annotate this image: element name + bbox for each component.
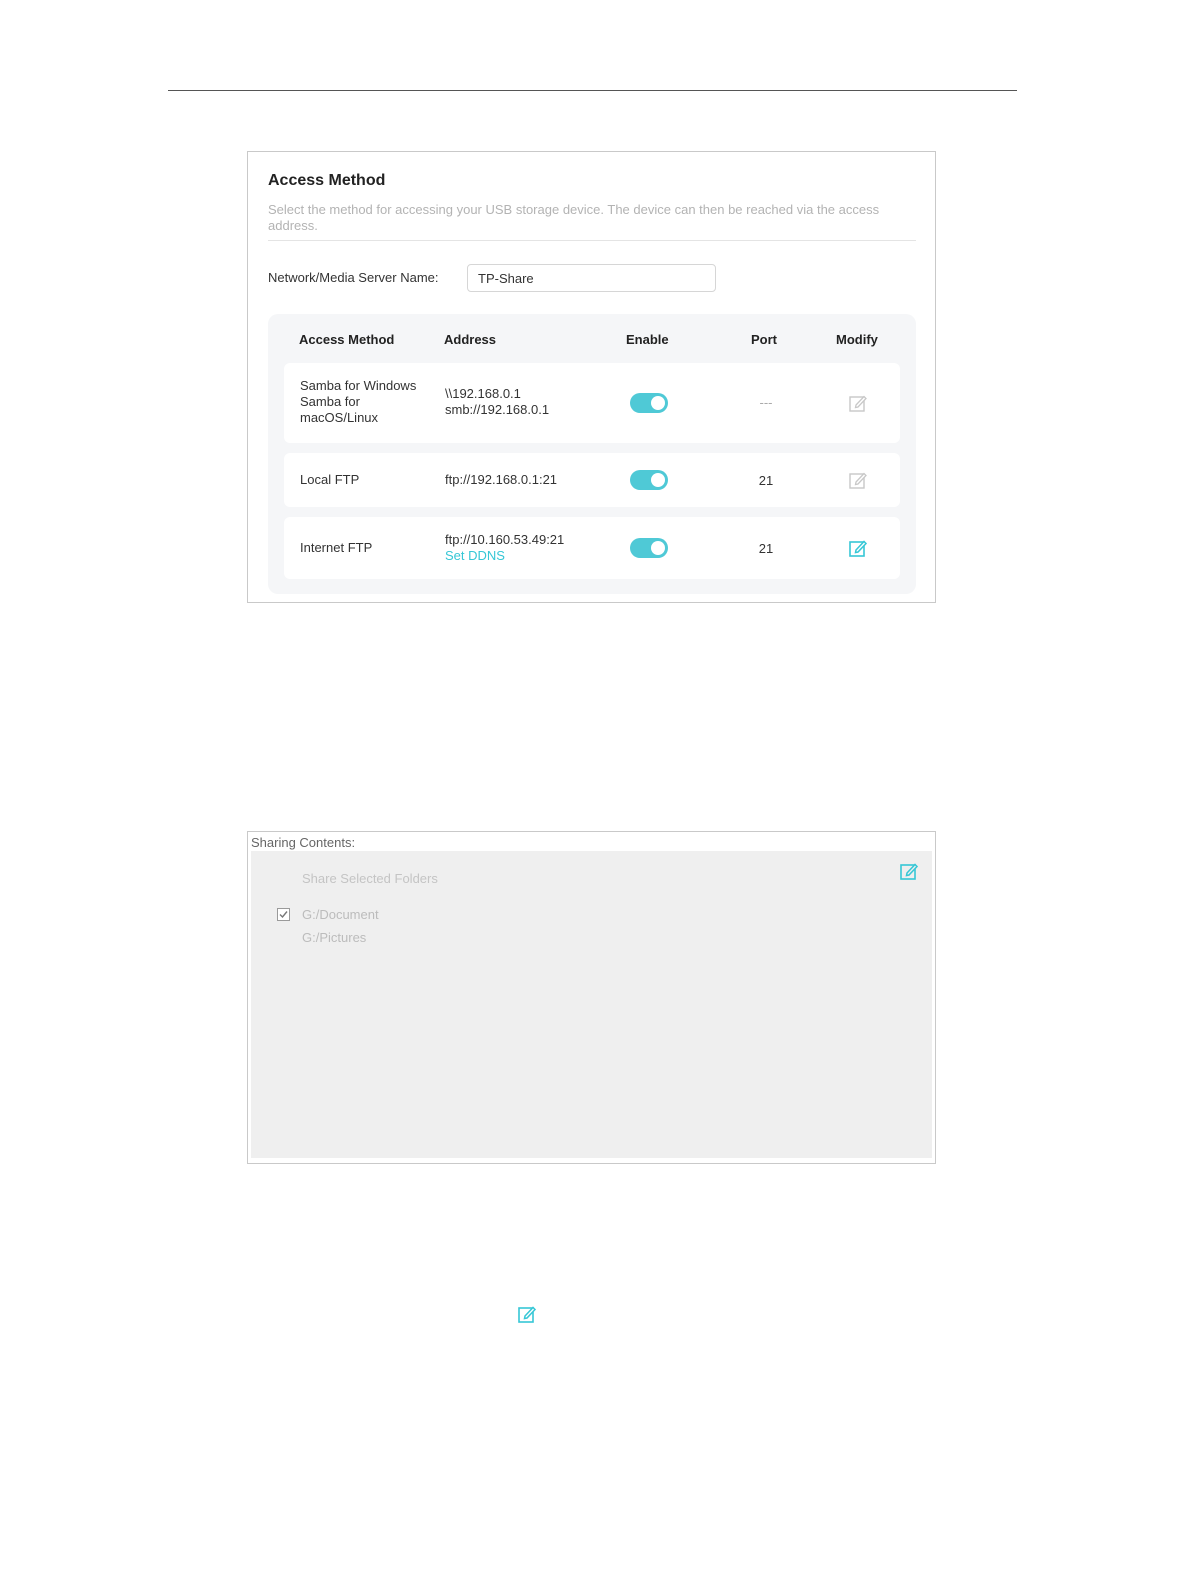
panel-title: Access Method [268,172,386,189]
address-text: smb://192.168.0.1 [445,402,550,417]
sharing-contents-label: Sharing Contents: [251,835,356,850]
address-cell [445,532,564,564]
table-row-internet-ftp [284,517,900,579]
server-name-label: Network/Media Server Name: [268,270,439,285]
column-header-modify: Modify [836,332,878,347]
port-cell: --- [759,395,773,410]
port-cell: 21 [758,473,774,488]
access-method-table [268,314,916,594]
edit-icon[interactable] [848,470,868,490]
share-mode-text: Share Selected Folders [302,871,438,886]
folder-item: G:/Document [302,907,379,922]
toggle-knob [651,541,665,555]
address-text: \\192.168.0.1 [445,386,521,401]
enable-toggle[interactable] [630,393,668,413]
access-method-cell: Local FTP [300,472,360,487]
method-text: Samba for [300,394,360,409]
sharing-contents-panel [247,831,936,1164]
edit-icon [517,1304,537,1324]
set-ddns-link[interactable]: Set DDNS [445,548,505,563]
edit-icon[interactable] [848,538,868,558]
sharing-contents-body [251,851,932,1158]
folders-checkbox[interactable] [277,908,290,921]
edit-icon[interactable] [899,861,919,881]
divider [268,240,916,241]
edit-icon[interactable] [848,393,868,413]
enable-toggle[interactable] [630,470,668,490]
access-method-cell [300,378,416,426]
panel-description: Select the method for accessing your USB storage device. The device can then be reached via the access address. [268,202,880,233]
table-row-samba [284,363,900,443]
column-header-port: Port [751,332,777,347]
column-header-enable: Enable [626,332,669,347]
address-cell: ftp://192.168.0.1:21 [445,472,558,487]
column-header-access-method: Access Method [299,332,395,347]
enable-toggle[interactable] [630,538,668,558]
check-icon [278,909,289,920]
server-name-input[interactable] [467,264,716,292]
page-header-rule [168,90,1017,91]
address-text: ftp://10.160.53.49:21 [445,532,565,547]
method-text: Samba for Windows [300,378,417,393]
access-method-panel [247,151,936,603]
toggle-knob [651,396,665,410]
column-header-address: Address [444,332,497,347]
folder-item: G:/Pictures [302,930,367,945]
toggle-knob [651,473,665,487]
port-cell: 21 [758,541,774,556]
access-method-cell: Internet FTP [300,540,373,555]
address-cell [445,386,549,418]
method-text: macOS/Linux [300,410,379,425]
table-row-local-ftp [284,453,900,507]
